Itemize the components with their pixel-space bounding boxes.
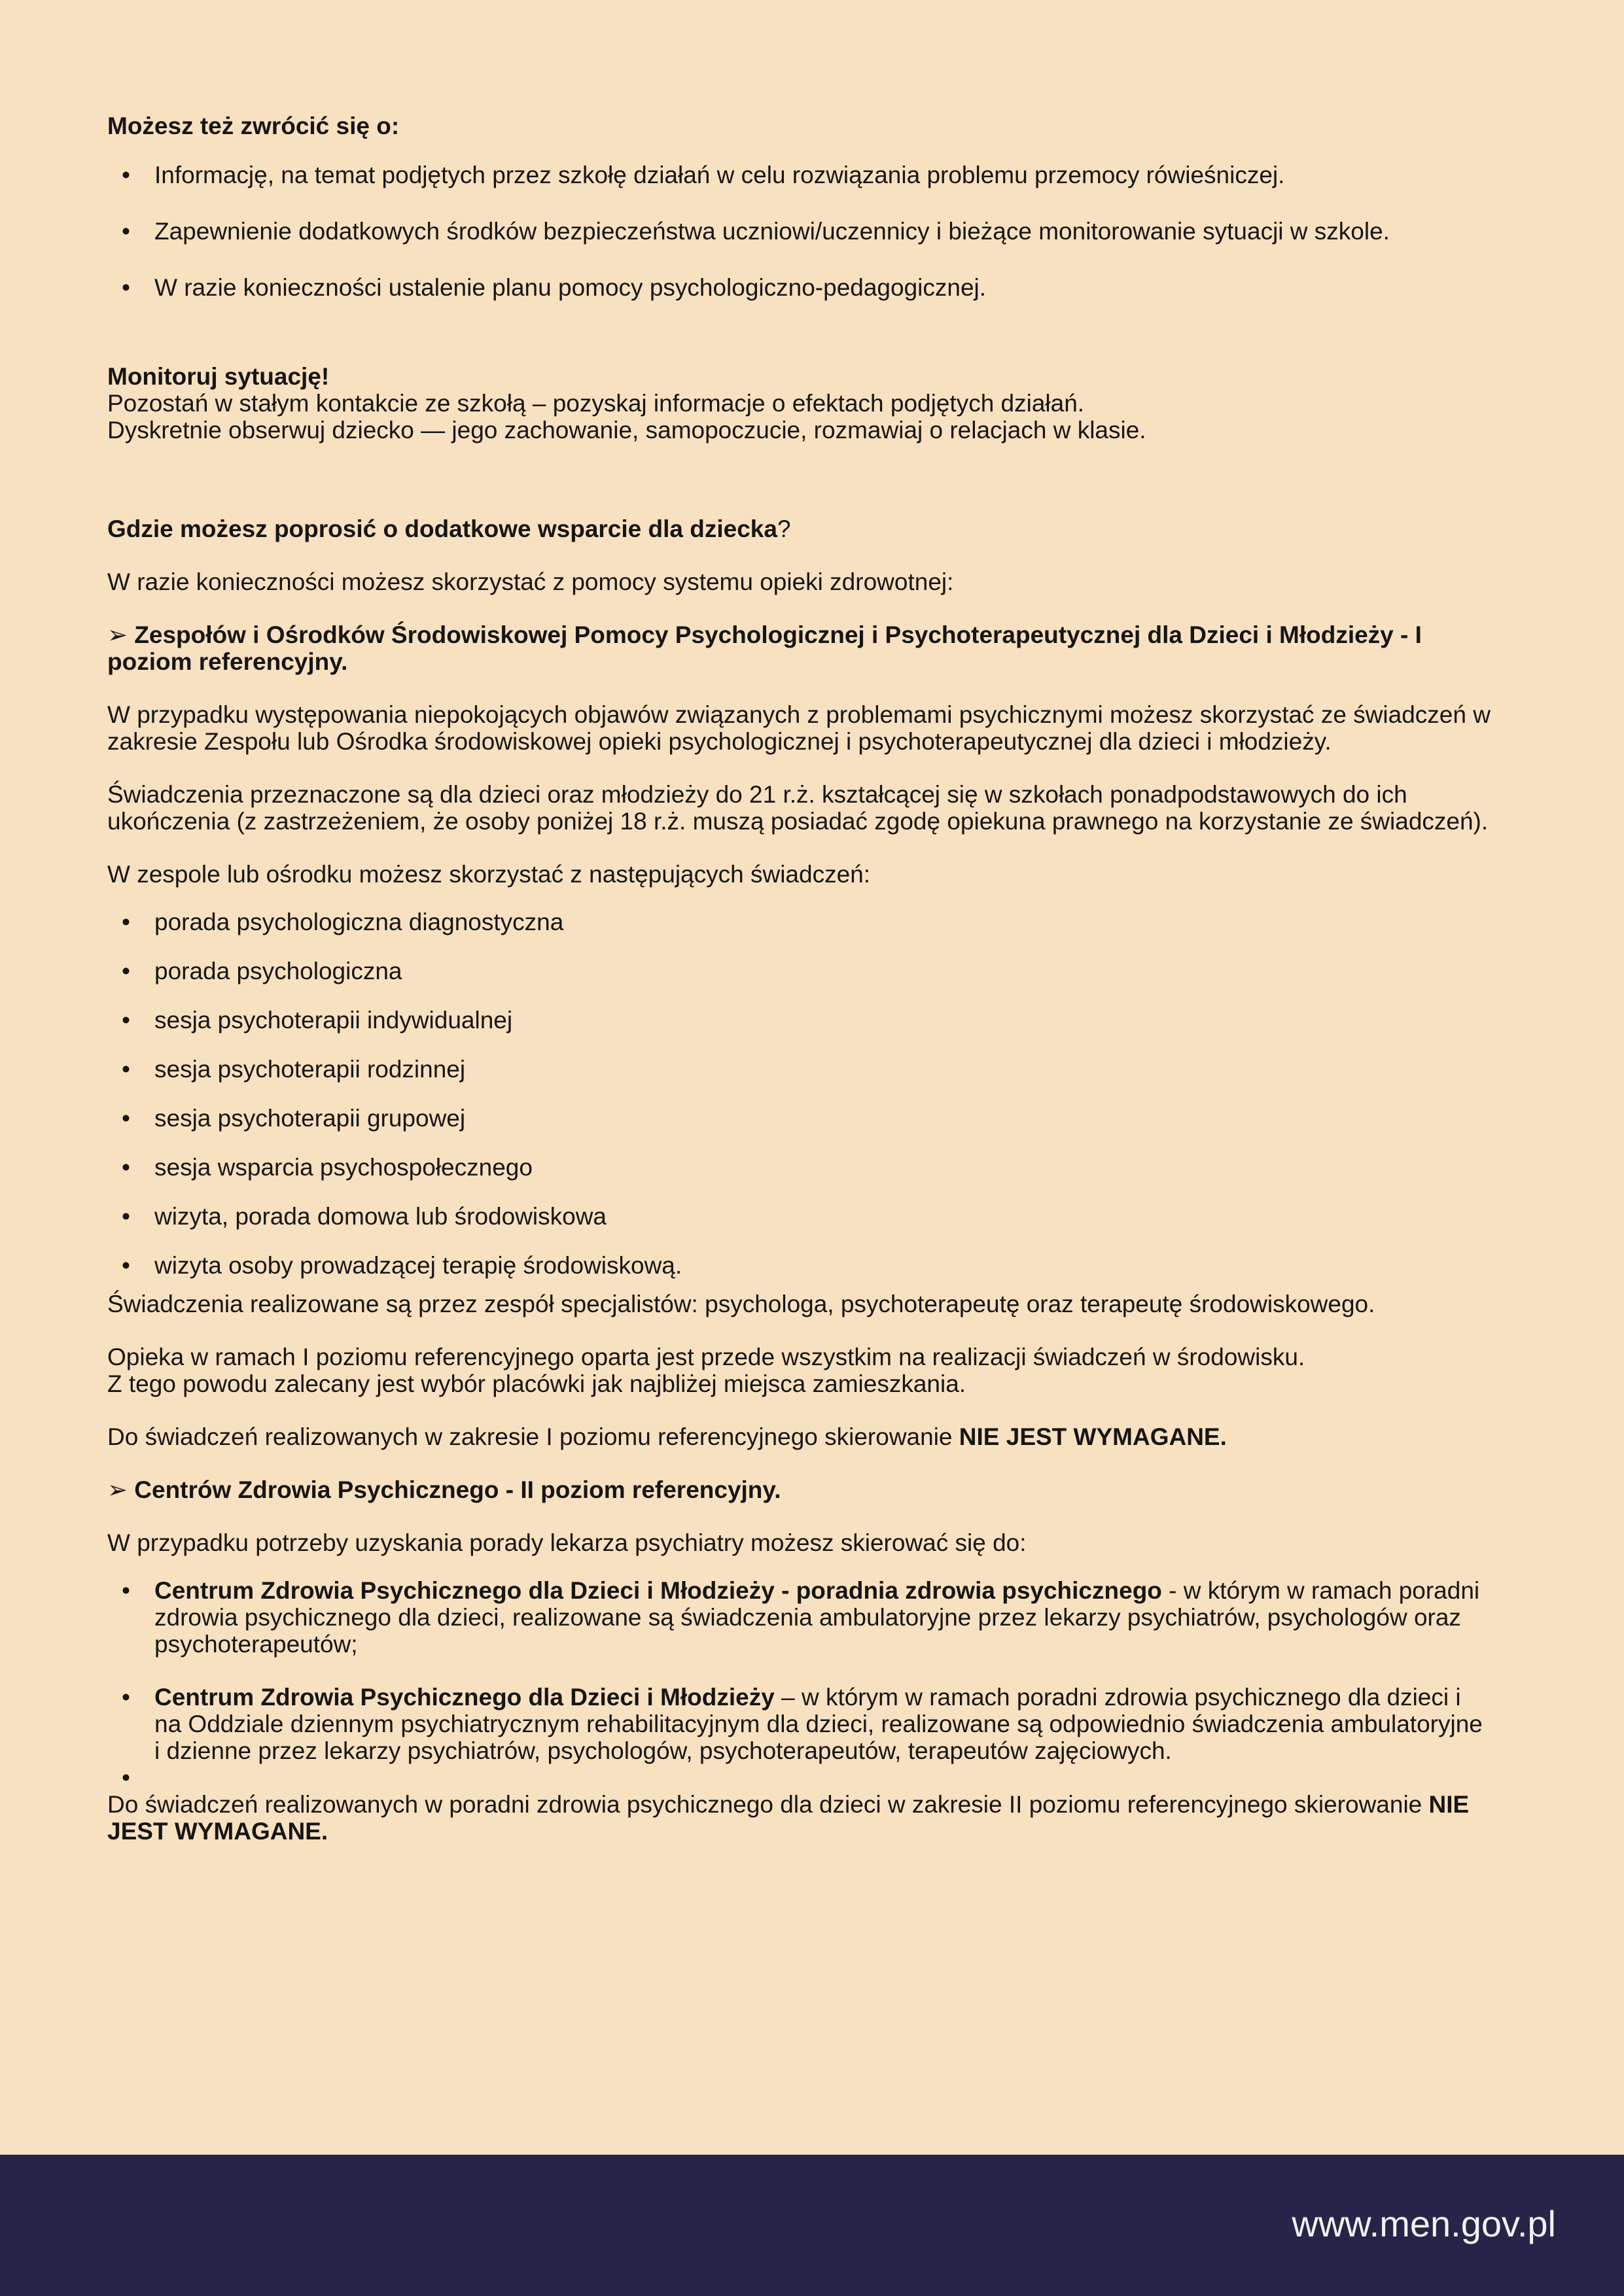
list-item: • sesja psychoterapii grupowej: [107, 1105, 1492, 1132]
list-item: • sesja psychoterapii indywidualnej: [107, 1007, 1492, 1034]
list-item: • wizyta osoby prowadzącej terapię środowiskową.: [107, 1252, 1492, 1279]
support-intro: W razie konieczności możesz skorzystać z pomocy systemu opieki zdrowotnej:: [107, 568, 954, 595]
level2-referral-text: Do świadczeń realizowanych w poradni zdrowia psychicznego dla dzieci w zakresie II poziomu referencyjnego skierowanie: [107, 1791, 1429, 1818]
level1-paragraph-3: W zespole lub ośrodku możesz skorzystać z następujących świadczeń:: [107, 861, 871, 888]
services-list: [107, 909, 1492, 1279]
list-item: [107, 1577, 1492, 1658]
level1-paragraph-4: Świadczenia realizowane są przez zespół specjalistów: psychologa, psychoterapeutę oraz terapeutę środowiskowego.: [107, 1291, 1375, 1317]
monitor-heading: Monitoruj sytuację!: [107, 363, 330, 390]
list-item: • Informację, na temat podjętych przez szkołę działań w celu rozwiązania problemu przemocy rówieśniczej.: [107, 162, 1492, 188]
list-item: • W razie konieczności ustalenie planu pomocy psychologiczno-pedagogicznej.: [107, 274, 1492, 301]
support-heading: [107, 515, 1492, 542]
level1-title: ➢ Zespołów i Ośrodków Środowiskowej Pomocy Psychologicznej i Psychoterapeutycznej dla Dzieci i Młodzieży - I poziom referencyjny.: [107, 621, 1422, 675]
support-heading-text: Gdzie możesz poprosić o dodatkowe wsparcie dla dziecka: [107, 515, 777, 542]
level2-referral-bold: NIE JEST WYMAGANE.: [107, 1791, 1470, 1845]
list-item: • Zapewnienie dodatkowych środków bezpieczeństwa uczniowi/uczennicy i bieżące monitorowanie sytuacji w szkole.: [107, 218, 1492, 245]
center-1-name: Centrum Zdrowia Psychicznego dla Dzieci i Młodzieży - poradnia zdrowia psychicznego: [154, 1577, 1162, 1604]
level2-title: ➢ Centrów Zdrowia Psychicznego - II poziom referencyjny.: [107, 1476, 781, 1503]
level1-paragraph-5-line-2: Z tego powodu zalecany jest wybór placówki jak najbliżej miejsca zamieszkania.: [107, 1370, 966, 1397]
center-1-description: - w którym w ramach poradni zdrowia psychicznego dla dzieci, realizowane są świadczenia ambulatoryjne przez lekarzy psychiatrów, psychologów oraz psychoterapeutów;: [154, 1577, 1480, 1658]
monitor-line-1: Pozostań w stałym kontakcie ze szkołą – pozyskaj informacje o efektach podjętych działań.: [107, 390, 1085, 417]
contact-list: [107, 162, 1492, 301]
list-item: • wizyta, porada domowa lub środowiskowa: [107, 1203, 1492, 1230]
centers-list: [107, 1577, 1492, 1791]
list-item: • sesja wsparcia psychospołecznego: [107, 1154, 1492, 1181]
footer-bar: [0, 2155, 1624, 2296]
support-heading-suffix: ?: [777, 515, 791, 542]
level1-referral-bold: NIE JEST WYMAGANE.: [959, 1423, 1227, 1450]
level1-paragraph-5-line-1: Opieka w ramach I poziomu referencyjnego oparta jest przede wszystkim na realizacji świadczeń w środowisku.: [107, 1344, 1305, 1370]
list-item: • sesja psychoterapii rodzinnej: [107, 1056, 1492, 1083]
center-2-description: – w którym w ramach poradni zdrowia psychicznego dla dzieci i na Oddziale dziennym psychiatrycznym rehabilitacyjnym dla dzieci, realizowane są odpowiednio świadczenia ambulatoryjne i dzienne przez lekarzy psychiatrów, psychologów, psychoterapeutów, terapeutów zajęciowych.: [154, 1684, 1483, 1764]
footer-website-link[interactable]: www.men.gov.pl: [1292, 2203, 1556, 2244]
document-body: [107, 113, 1492, 1845]
list-item: • porada psychologiczna: [107, 958, 1492, 984]
level1-paragraph-1: W przypadku występowania niepokojących objawów związanych z problemami psychicznymi możesz skorzystać ze świadczeń w zakresie Zespołu lub Ośrodka środowiskowej opieki psychologicznej i psychoterapeutycznej dla dzieci i młodzieży.: [107, 701, 1491, 755]
center-2-name: Centrum Zdrowia Psychicznego dla Dzieci i Młodzieży: [154, 1684, 775, 1711]
level1-referral-text: Do świadczeń realizowanych w zakresie I poziomu referencyjnego skierowanie: [107, 1423, 959, 1450]
level1-paragraph-2: Świadczenia przeznaczone są dla dzieci oraz młodzieży do 21 r.ż. kształcącej się w szkołach ponadpodstawowych do ich ukończenia (z zastrzeżeniem, że osoby poniżej 18 r.ż. muszą posiadać zgodę opiekuna prawnego na korzystanie ze świadczeń).: [107, 781, 1489, 835]
contact-heading: Możesz też zwrócić się o:: [107, 113, 400, 139]
level1-paragraph-6: [107, 1423, 1492, 1450]
list-item: [107, 1764, 1492, 1791]
level2-final-paragraph: [107, 1791, 1492, 1845]
list-item: • porada psychologiczna diagnostyczna: [107, 909, 1492, 935]
monitor-line-2: Dyskretnie obserwuj dziecko — jego zachowanie, samopoczucie, rozmawiaj o relacjach w klasie.: [107, 417, 1146, 444]
list-item: [107, 1684, 1492, 1764]
level2-intro: W przypadku potrzeby uzyskania porady lekarza psychiatry możesz skierować się do:: [107, 1529, 1027, 1556]
